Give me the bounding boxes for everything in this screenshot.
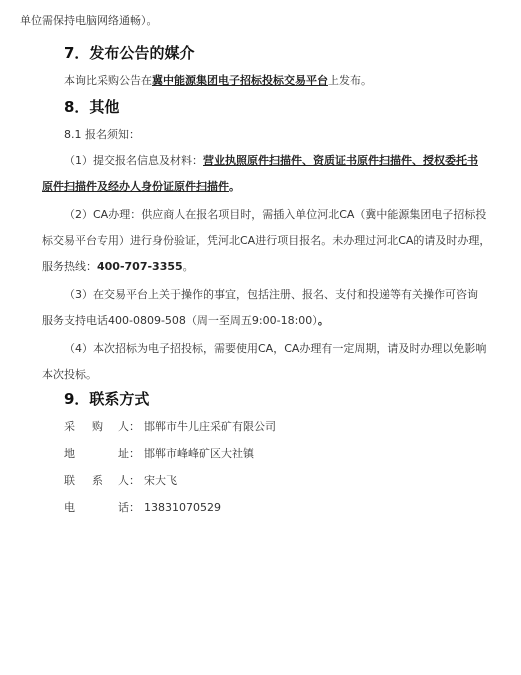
p2-line3-end: 。 (182, 260, 194, 273)
contact-label-char: 电 (64, 501, 75, 514)
contact-value-person: 宋大飞 (144, 474, 177, 487)
contact-label-char: 联 (64, 474, 75, 487)
contact-label-char: 人： (118, 474, 140, 487)
contact-label-char: 址： (118, 447, 140, 460)
p4-line1: （4）本次招标为电子招投标，需要使用CA，CA办理有一定周期，请及时办理以免影响 (64, 342, 487, 355)
contact-label-char: 人： (118, 420, 140, 433)
contact-value-phone: 13831070529 (144, 501, 221, 514)
contact-value-purchaser: 邯郸市牛儿庄采矿有限公司 (144, 420, 276, 433)
section7-text-suffix: 上发布。 (328, 74, 372, 87)
top-line-text (20, 14, 158, 28)
top-line-span: 单位需保持电脑网络通畅）。 (20, 14, 158, 27)
p1-end: 。 (229, 180, 240, 193)
section7-paragraph (64, 74, 372, 88)
section8-heading: 8．其他 (64, 98, 120, 116)
section7-text-prefix: 本询比采购公告在 (64, 74, 152, 87)
contact-label-char: 采 (64, 420, 75, 433)
contact-value-address: 邯郸市峰峰矿区大社镇 (144, 447, 254, 460)
p2-line1: （2）CA办理：供应商人在报名项目时，需插入单位河北CA（冀中能源集团电子招标投 (64, 208, 487, 221)
contact-label-char: 地 (64, 447, 75, 460)
section7-platform-name: 冀中能源集团电子招标投标交易平台 (152, 74, 328, 87)
p1-bold-line2: 原件扫描件及经办人身份证原件扫描件 (42, 180, 229, 193)
p1-line1 (64, 154, 478, 168)
p3-support-hours: （周一至周五9:00-18:00） (185, 314, 318, 327)
p1-prefix: （1）提交报名信息及材料： (64, 154, 203, 167)
p3-line1: （3）在交易平台上关于操作的事宜，包括注册、报名、支付和投递等有关操作可咨询 (64, 288, 478, 301)
section9-heading: 9．联系方式 (64, 390, 150, 408)
p2-line3 (42, 260, 194, 274)
p3-support-number: 400-0809-508 (108, 314, 186, 327)
p2-hotline-label: 服务热线： (42, 260, 97, 273)
section7-heading: 7．发布公告的媒介 (64, 44, 195, 62)
section8-subheading: 8.1 报名须知： (64, 128, 140, 141)
p1-bold-line1: 营业执照原件扫描件、资质证书原件扫描件、授权委托书 (203, 154, 478, 167)
p2-hotline-number: 400-707-3355 (97, 260, 183, 273)
contact-label-char: 话： (118, 501, 140, 514)
p4-line2: 本次投标。 (42, 368, 97, 381)
p3-support-label: 服务支持电话 (42, 314, 108, 327)
contact-label-char: 系 (92, 474, 103, 487)
p1-line2 (42, 180, 240, 194)
p3-line2 (42, 314, 329, 328)
contact-label-char: 购 (92, 420, 103, 433)
p3-line2-end: 。 (317, 314, 329, 327)
p2-line2: 标交易平台专用）进行身份验证，凭河北CA进行项目报名。未办理过河北CA的请及时办理， (42, 234, 491, 247)
